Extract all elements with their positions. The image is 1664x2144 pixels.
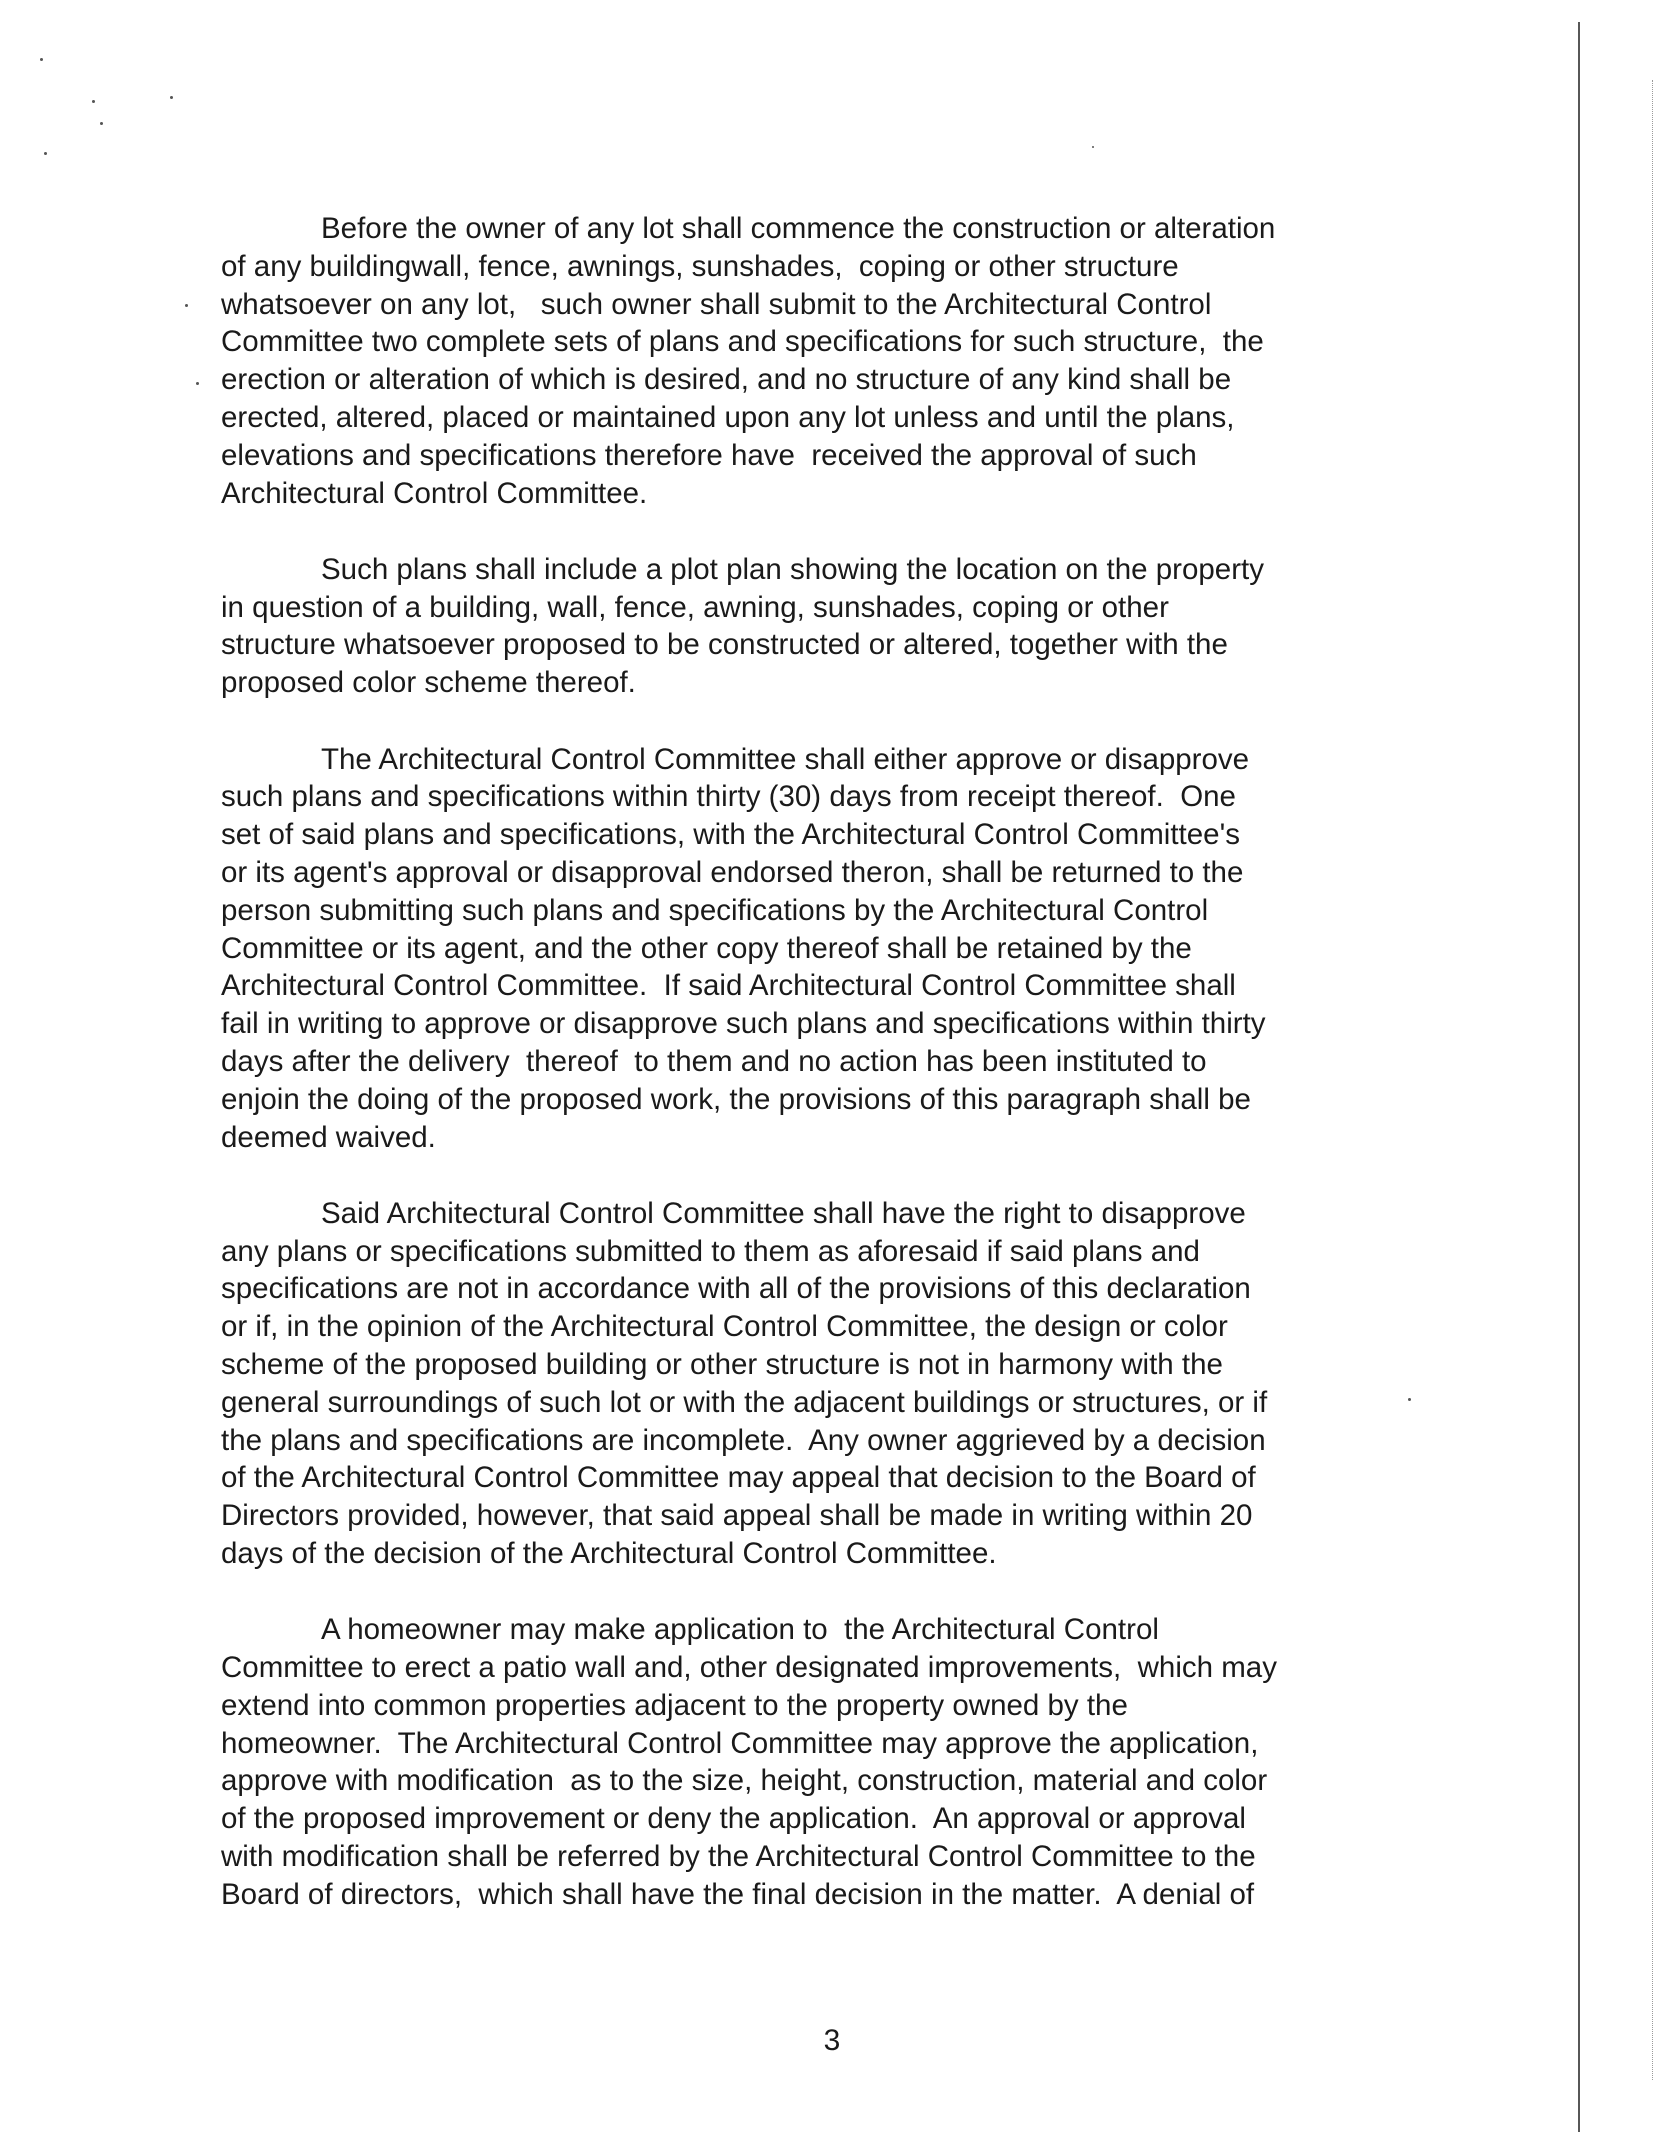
text-line: in question of a building, wall, fence, awning, sunshades, coping or other [221,590,1169,624]
text-line: Said Architectural Control Committee shall have the right to disapprove [321,1196,1246,1230]
text-line: specifications are not in accordance with all of the provisions of this declaration [221,1272,1251,1306]
text-line: approve with modification as to the size, height, construction, material and color [221,1764,1268,1798]
text-line: elevations and specifications therefore have received the approval of such [221,438,1197,472]
text-line: such plans and specifications within thirty (30) days from receipt thereof. One [221,780,1236,814]
scan-speck [40,58,43,61]
text-line: Committee or its agent, and the other copy thereof shall be retained by the [221,931,1192,965]
text-line: Directors provided, however, that said appeal shall be made in writing within 20 [221,1499,1253,1533]
scan-speck [1408,1398,1411,1401]
text-line: structure whatsoever proposed to be constructed or altered, together with the [221,628,1228,662]
text-line: whatsoever on any lot, such owner shall submit to the Architectural Control [221,287,1212,321]
scan-margin-rule [1578,22,1580,2132]
paragraph-disapproval-rights [221,1195,1371,1573]
text-line: Such plans shall include a plot plan showing the location on the property [321,552,1264,586]
text-line: erection or alteration of which is desired, and no structure of any kind shall be [221,363,1232,397]
document-body [221,210,1371,1952]
text-line: of the proposed improvement or deny the application. An approval or approval [221,1802,1246,1836]
text-line: days after the delivery thereof to them and no action has been instituted to [221,1044,1207,1078]
text-line: of any buildingwall, fence, awnings, sunshades, coping or other structure [221,249,1179,283]
paragraph-homeowner-application [221,1611,1371,1913]
text-line: or its agent's approval or disapproval endorsed theron, shall be returned to the [221,855,1244,889]
text-line: Committee to erect a patio wall and, other designated improvements, which may [221,1651,1277,1685]
text-line: Committee two complete sets of plans and specifications for such structure, the [221,325,1264,359]
paragraph-approval-timeline [221,741,1371,1157]
text-line: The Architectural Control Committee shall either approve or disapprove [321,742,1250,776]
text-line: fail in writing to approve or disapprove such plans and specifications within thirty [221,1007,1266,1041]
text-line: extend into common properties adjacent to the property owned by the [221,1688,1128,1722]
text-line: A homeowner may make application to the Architectural Control [321,1613,1159,1647]
text-line: with modification shall be referred by the Architectural Control Committee to the [221,1840,1256,1874]
scan-speck [196,382,199,385]
scan-speck [1092,146,1094,148]
text-line: proposed color scheme thereof. [221,666,636,700]
paragraph-plot-plan [221,551,1371,702]
scan-speck [44,152,47,155]
scan-speck [185,304,188,307]
scan-edge-dots [1652,80,1654,2080]
text-line: of the Architectural Control Committee may appeal that decision to the Board of [221,1461,1256,1495]
page-number: 3 [823,2024,841,2057]
text-line: erected, altered, placed or maintained upon any lot unless and until the plans, [221,400,1235,434]
text-line: homeowner. The Architectural Control Committee may approve the application, [221,1726,1259,1760]
paragraph-architectural-approval [221,210,1371,512]
text-line: Architectural Control Committee. If said Architectural Control Committee shall [221,969,1236,1003]
text-line: general surroundings of such lot or with the adjacent buildings or structures, or if [221,1385,1268,1419]
text-line: set of said plans and specifications, with the Architectural Control Committee's [221,818,1240,852]
text-line: Board of directors, which shall have the final decision in the matter. A denial of [221,1877,1255,1911]
text-line: days of the decision of the Architectural Control Committee. [221,1537,997,1570]
scan-speck [170,96,173,99]
text-line: any plans or specifications submitted to them as aforesaid if said plans and [221,1234,1200,1268]
text-line: deemed waived. [221,1120,436,1154]
text-line: the plans and specifications are incomplete. Any owner aggrieved by a decision [221,1423,1266,1457]
text-line: Architectural Control Committee. [221,476,648,510]
text-line: enjoin the doing of the proposed work, the provisions of this paragraph shall be [221,1082,1251,1116]
text-line: scheme of the proposed building or other structure is not in harmony with the [221,1348,1223,1382]
text-line: person submitting such plans and specifications by the Architectural Control [221,893,1209,927]
text-line: or if, in the opinion of the Architectural Control Committee, the design or color [221,1310,1228,1344]
scan-speck [92,100,95,103]
text-line: Before the owner of any lot shall commence the construction or alteration [321,212,1276,245]
scan-speck [100,122,103,125]
